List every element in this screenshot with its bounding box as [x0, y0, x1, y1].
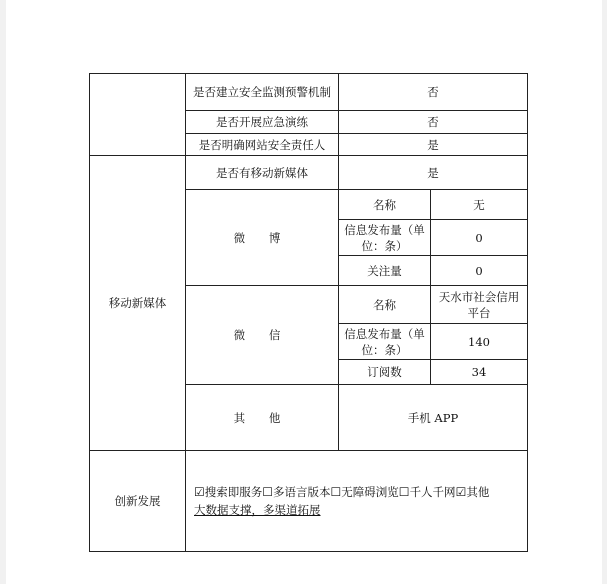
section-label-mobile: 移动新媒体 [90, 156, 186, 451]
option-multilingual[interactable]: ☐多语言版本 [262, 485, 331, 499]
row-label-responsible: 是否明确网站安全责任人 [186, 134, 339, 156]
section-label-innovation: 创新发展 [90, 451, 186, 552]
wechat-name-label: 名称 [339, 286, 431, 324]
report-table [89, 73, 528, 552]
row-value-has-mobile: 是 [339, 156, 528, 190]
weibo-name-label: 名称 [339, 190, 431, 220]
option-accessibility[interactable]: ☐无障碍浏览 [330, 485, 399, 499]
weibo-follow-label: 关注量 [339, 256, 431, 286]
weibo-posts-label: 信息发布量（单位：条） [339, 220, 431, 256]
document-page [6, 0, 602, 584]
weibo-name-value: 无 [431, 190, 528, 220]
row-label-drill: 是否开展应急演练 [186, 111, 339, 134]
wechat-label: 微 信 [186, 286, 339, 385]
option-search-service[interactable]: ☑搜索即服务 [194, 485, 263, 499]
option-personalized[interactable]: ☐千人千网 [398, 485, 456, 499]
weibo-follow-value: 0 [431, 256, 528, 286]
row-label-monitoring: 是否建立安全监测预警机制 [186, 74, 339, 111]
checkbox-empty-icon[interactable]: ☐ [330, 485, 342, 499]
innovation-options [186, 451, 528, 552]
other-value: 手机 APP [339, 385, 528, 451]
checkbox-checked-icon[interactable]: ☑ [194, 485, 205, 499]
wechat-subs-label: 订阅数 [339, 360, 431, 385]
row-label-has-mobile: 是否有移动新媒体 [186, 156, 339, 190]
innovation-other-detail: 大数据支撑，多渠道拓展 [194, 503, 321, 517]
weibo-posts-value: 0 [431, 220, 528, 256]
row-value-monitoring: 否 [339, 74, 528, 111]
wechat-posts-label: 信息发布量（单位：条） [339, 324, 431, 360]
weibo-label: 微 博 [186, 190, 339, 286]
wechat-subs-value: 34 [431, 360, 528, 385]
checkbox-checked-icon[interactable]: ☑ [455, 485, 467, 499]
wechat-name-value: 天水市社会信用平台 [431, 286, 528, 324]
wechat-posts-value: 140 [431, 324, 528, 360]
other-label: 其 他 [186, 385, 339, 451]
row-value-drill: 否 [339, 111, 528, 134]
section-label-security [90, 74, 186, 156]
checkbox-empty-icon[interactable]: ☐ [398, 485, 410, 499]
option-other[interactable]: ☑其他 [455, 485, 490, 499]
row-value-responsible: 是 [339, 134, 528, 156]
checkbox-empty-icon[interactable]: ☐ [262, 485, 274, 499]
